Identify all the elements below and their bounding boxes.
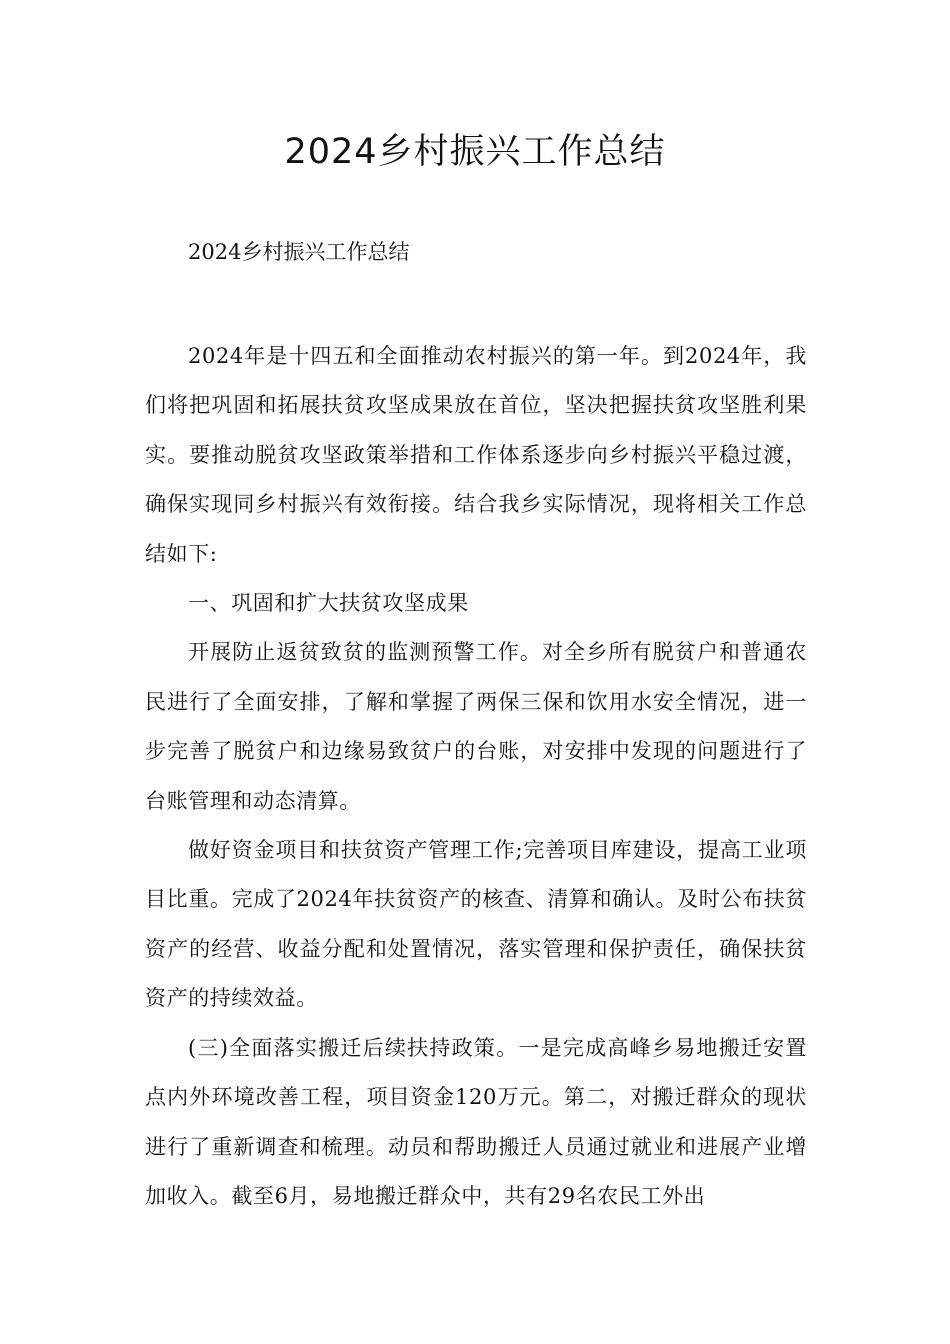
document-body: [145, 332, 807, 1221]
section-heading: 一、巩固和扩大扶贫攻坚成果: [188, 591, 469, 616]
paragraph-intro: 2024年是十四五和全面推动农村振兴的第一年。到2024年，我们将把巩固和拓展扶贫攻坚成果放在首位，坚决把握扶贫攻坚胜利果实。要推动脱贫攻坚政策举措和工作体系逐步向乡村振兴平稳过渡，确保实现同乡村振兴有效衔接。结合我乡实际情况，现将相关工作总结如下:: [145, 344, 807, 566]
paragraph-monitoring: 开展防止返贫致贫的监测预警工作。对全乡所有脱贫户和普通农民进行了全面安排，了解和掌握了两保三保和饮用水安全情况，进一步完善了脱贫户和边缘易致贫户的台账，对安排中发现的问题进行了台账管理和动态清算。: [145, 640, 807, 813]
paragraph-relocation: (三)全面落实搬迁后续扶持政策。一是完成高峰乡易地搬迁安置点内外环境改善工程，项目资金120万元。第二，对搬迁群众的现状进行了重新调查和梳理。动员和帮助搬迁人员通过就业和进展产业增加收入。截至6月，易地搬迁群众中，共有29名农民工外出: [145, 1035, 807, 1208]
document-title: 2024乡村振兴工作总结: [284, 132, 666, 172]
document-subtitle: 2024乡村振兴工作总结: [188, 240, 410, 264]
paragraph-funds: 做好资金项目和扶贫资产管理工作;完善项目库建设，提高工业项目比重。完成了2024年扶贫资产的核查、清算和确认。及时公布扶贫资产的经营、收益分配和处置情况，落实管理和保护责任，确保扶贫资产的持续效益。: [145, 838, 807, 1011]
